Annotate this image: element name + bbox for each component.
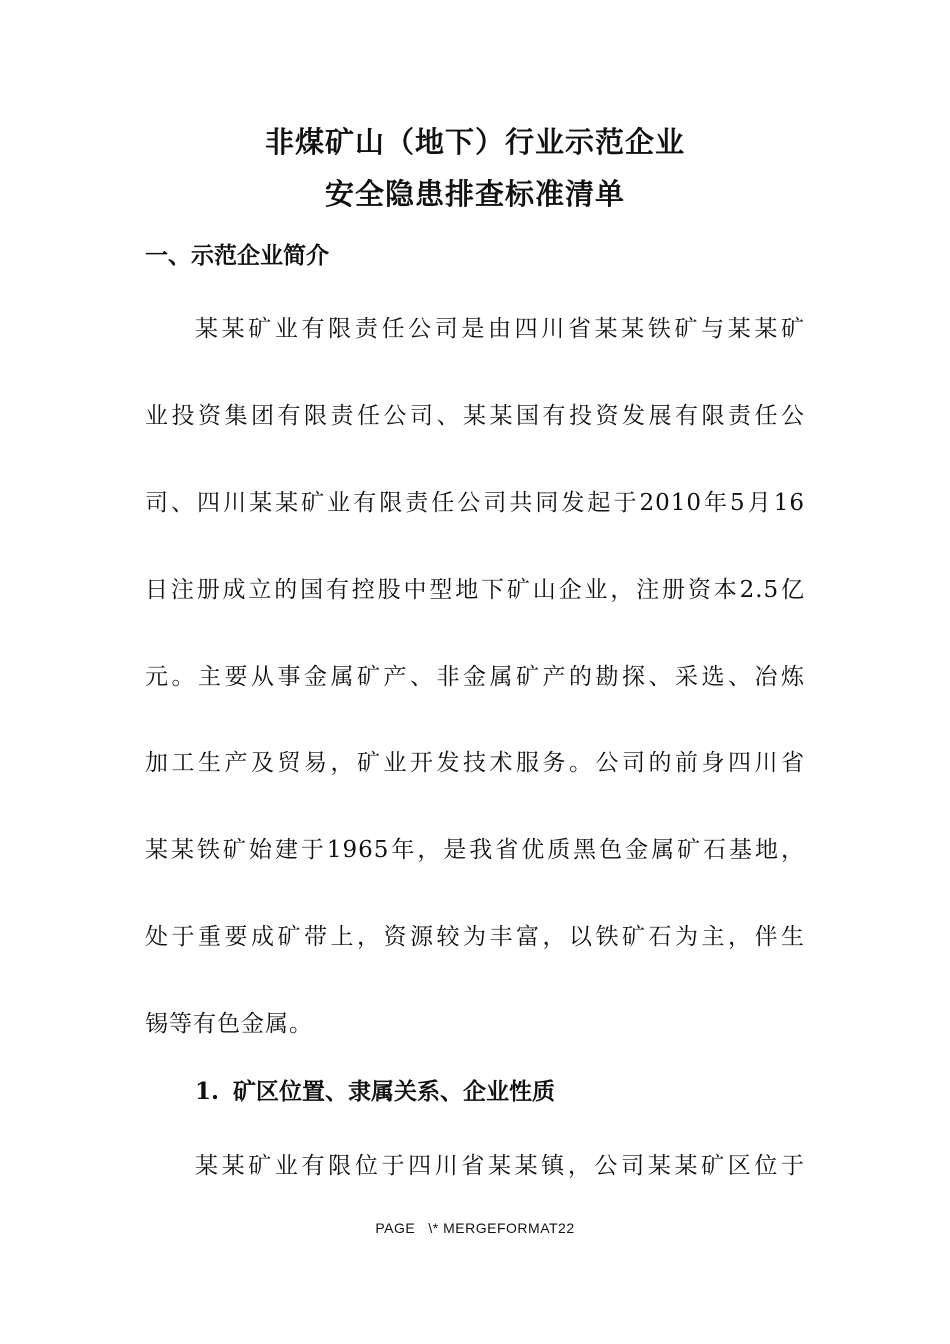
- subsection-title: 矿区位置、隶属关系、企业性质: [233, 1078, 555, 1105]
- paragraph-line: 司、四川某某矿业有限责任公司共同发起于2010年5月16: [145, 490, 805, 516]
- paragraph-line: 业投资集团有限责任公司、某某国有投资发展有限责任公: [145, 403, 805, 429]
- subsection-heading: [195, 1073, 555, 1106]
- page-footer: PAGE \* MERGEFORMAT22: [375, 1220, 575, 1236]
- paragraph-line: 某某铁矿始建于1965年，是我省优质黑色金属矿石基地，: [145, 837, 805, 863]
- subsection-number: 1.: [195, 1078, 220, 1105]
- paragraph-line: 某某矿业有限责任公司是由四川省某某铁矿与某某矿: [195, 316, 805, 342]
- document-title-line1: 非煤矿山（地下）行业示范企业: [264, 125, 685, 159]
- paragraph-line: 锡等有色金属。: [145, 1011, 313, 1037]
- document-title-line2: 安全隐患排查标准清单: [324, 177, 625, 211]
- paragraph-line: 处于重要成矿带上，资源较为丰富，以铁矿石为主，伴生: [145, 924, 805, 950]
- section-heading: 一、示范企业简介: [145, 243, 329, 269]
- paragraph-line: 某某矿业有限位于四川省某某镇，公司某某矿区位于: [195, 1153, 805, 1179]
- paragraph-line: 加工生产及贸易，矿业开发技术服务。公司的前身四川省: [145, 750, 805, 776]
- paragraph-line: 日注册成立的国有控股中型地下矿山企业，注册资本2.5亿: [145, 577, 805, 603]
- paragraph-line: 元。主要从事金属矿产、非金属矿产的勘探、采选、冶炼: [145, 664, 805, 690]
